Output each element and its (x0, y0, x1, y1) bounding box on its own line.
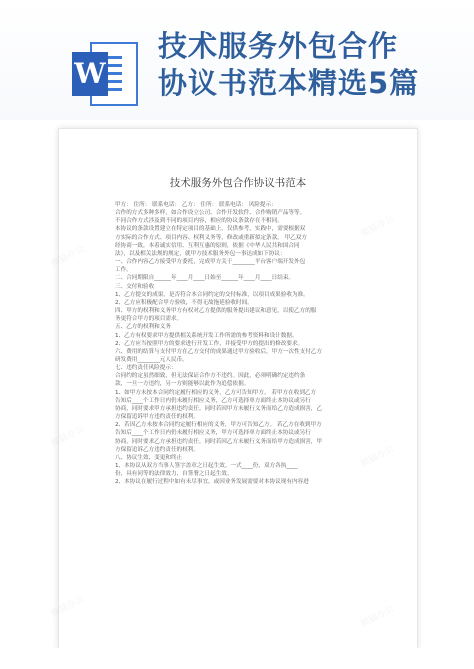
banner-title-line-1: 技术服务外包合作 (158, 29, 399, 63)
watermark: 熊猫办公 (49, 423, 86, 450)
document-line: 八、协议生效、变更和终止 (115, 454, 183, 461)
watermark: 熊猫办公 (359, 603, 396, 630)
document-line: 本协议的条款设置建立在特定项目的基础上，仅供参考，实践中，需要根据双 (115, 226, 306, 233)
document-line: 1、乙方提交的成果，是否符合本合同约定的交付标准，以项目成果验收为准。 (115, 291, 309, 298)
word-document-icon (72, 42, 138, 106)
document-line: 1、本协议从双方当事人签字盖章之日起生效。一式____份，双方各执____ (115, 463, 298, 469)
document-line: 七、违约责任风险提示： (115, 365, 177, 372)
banner-title-line-2: 协议书范本精选5篇 (158, 66, 420, 100)
document-line: 方实际的合作方式、项目内容、权利义务等，修改或重新拟定条款。 甲乙双方 (115, 234, 307, 241)
document-preview (49, 128, 418, 650)
document-title: 技术服务外包合作协议书范本 (169, 177, 307, 189)
document-line: 2、乙方应当按照甲方的要求进行开发工作，并接受甲方的提出的修改要求。 (115, 340, 304, 347)
document-line: 不同合作方式涉及到不同的项目内容，相应的协议条款存在不相同。 (115, 218, 283, 225)
watermark: 熊猫办公 (359, 443, 396, 470)
document-line: 1、如甲方未按本合同约定履行相应的义务，乙方可告知甲方。 若甲方在收到乙方 (115, 389, 317, 396)
word-icon-letter: W (72, 52, 108, 96)
header-banner (0, 0, 474, 120)
document-body (115, 201, 367, 486)
document-line: 份，具有同等的法律效力，自签署之日起生效。 (115, 471, 233, 478)
document-line: 方保留追诉甲方违约责任的权利。 (115, 414, 199, 421)
document-line: 合同约的定虽然细致，但无法保证合作方不违约。因此，必须明确约定违约条 (115, 373, 306, 380)
watermark: 熊猫办公 (359, 213, 396, 240)
document-line: 二、合同期限自______年____月____日始至______年____月____日结束。 (115, 275, 295, 282)
document-line: 2、乙方应积极配合甲方验收，不得无故拖延验收时间。 (115, 299, 253, 306)
document-line: 协商，同时要求乙方承担违约责任。同时若因乙方未履行义务而给甲方造成损害，甲 (115, 438, 322, 445)
document-line: 工作。 (115, 267, 132, 274)
document-line: 务更符合甲方的项目需求。 (115, 316, 183, 323)
document-line: 六、费用的结算与支付甲方在乙方交付的成果通过甲方验收后，甲方一次性支付乙方 (115, 348, 322, 355)
document-line: 五、乙方的权利和义务 (115, 324, 171, 331)
document-line: 协商，同时要求甲方承担违约责任。同时若因甲方未履行义务而给乙方造成损害，乙 (115, 405, 322, 412)
document-line: 告知后____个工作日内仍未履行相应义务，乙方可选择单方面终止本协议或另行 (115, 397, 311, 404)
document-line: 三、交付和验收 (115, 283, 155, 290)
banner-title (158, 28, 468, 102)
bottom-margin (0, 648, 474, 669)
document-line: 方保留追诉乙方违约责任的权利。 (115, 446, 199, 453)
document-line: 法》，以及相关法规的规定，就甲方技术服务外包一事达成如下协议： (115, 250, 286, 257)
document-line: 2、本协议在履行过程中如有未尽事宜，或因业务发展需要对本协议现有内容进 (115, 479, 309, 486)
watermark: 熊猫办公 (49, 593, 86, 620)
document-line: 款，一旦一方违约，另一方则能够以此作为追偿依据。 (115, 381, 250, 388)
document-line: 研发费用________元人民币。 (115, 356, 188, 363)
document-line: 1、乙方有权要求甲方提供相关系统开发工作所需的参考资料和设计数据。 (115, 332, 298, 339)
document-line: 经协商一致，本着诚实信用、互利互惠的原则，依据《中华人民共和国合同 (115, 242, 300, 249)
document-line: 四、甲方的权利和义务甲方有权对乙方提供的服务提出建议和意见，以使乙方的服 (115, 308, 317, 315)
document-line: 2、若因乙方未按本合同约定履行相应的义务，甲方可告知乙方。 若乙方在收到甲方 (115, 422, 322, 429)
document-line: 告知后____个工作日内仍未履行相应义务，甲方可选择单方面终止本协议或另行 (115, 430, 311, 437)
document-line: 甲方： 住所： 联系电话： 乙方： 住所： 联系电话： 风险提示： (115, 202, 277, 208)
document-line: 一、合作内容乙方接受甲方委托，完成甲方关于________平台客户端开发外包 (115, 259, 306, 266)
document-line: 合作的方式多种多样，如合作设立公司、合作开发软件、合作购销产品等等。 (115, 210, 306, 217)
watermark: 熊猫办公 (49, 243, 86, 270)
